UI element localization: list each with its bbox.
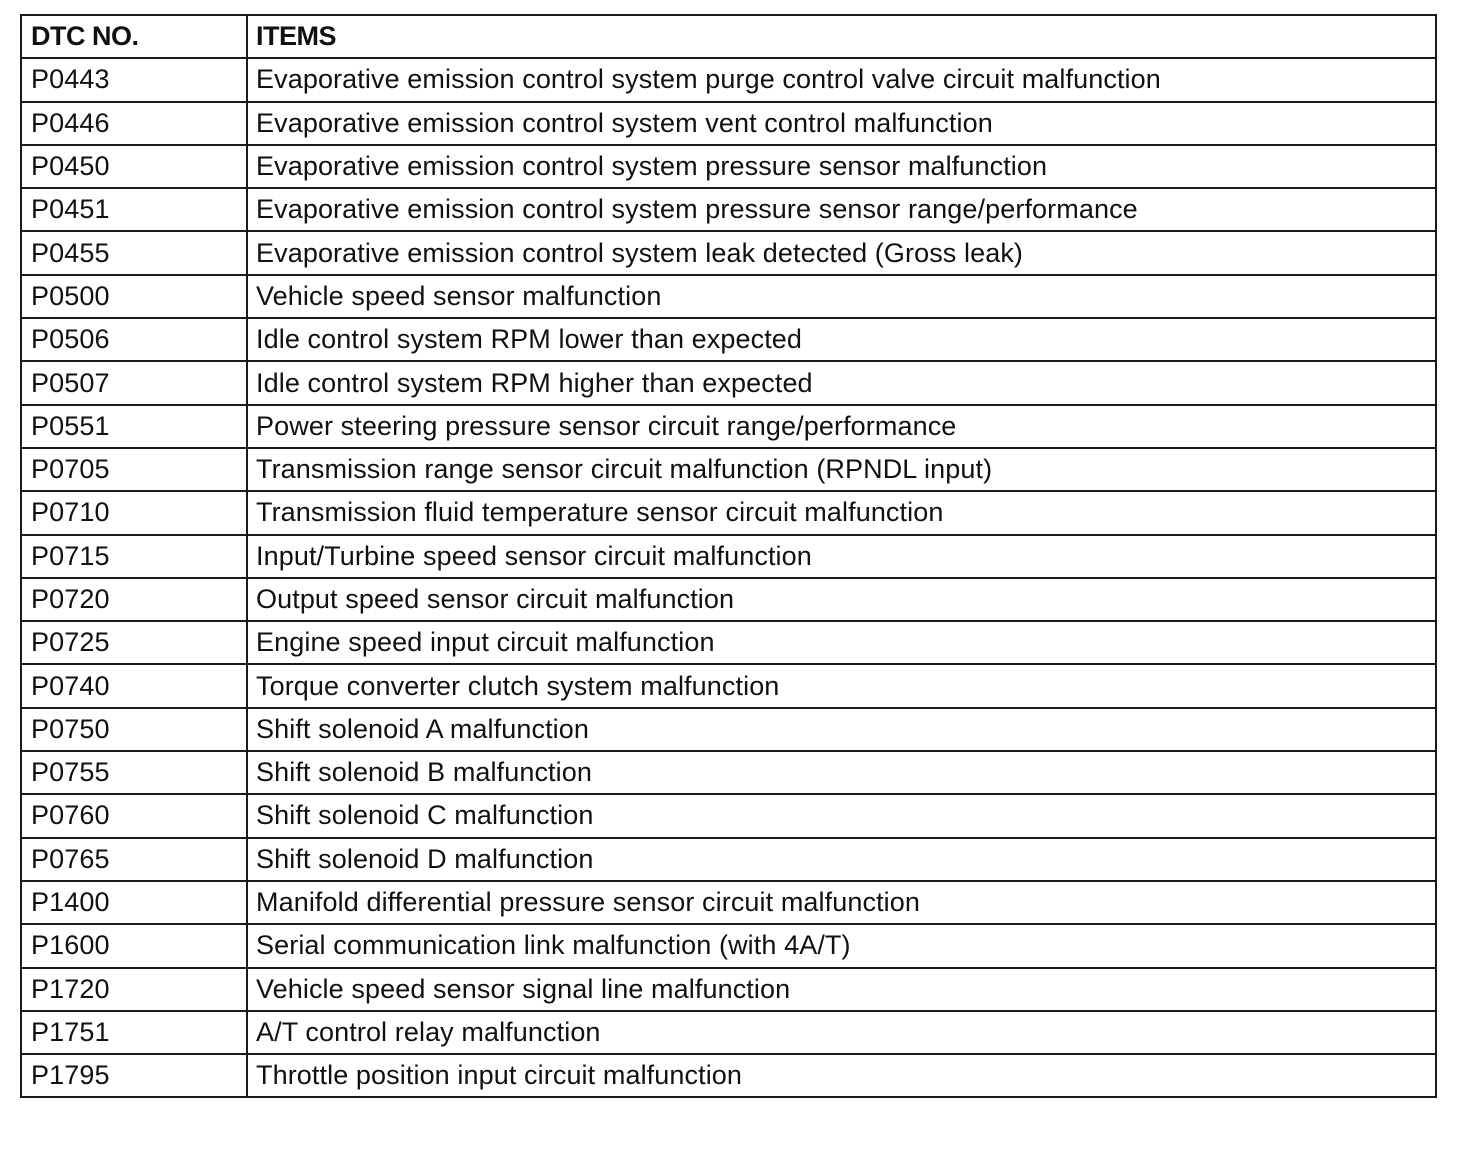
dtc-item-cell: Power steering pressure sensor circuit range/performance: [247, 405, 1436, 448]
table-row: [21, 145, 1436, 188]
dtc-code-cell: P0551: [21, 405, 247, 448]
dtc-code-cell: P0450: [21, 145, 247, 188]
table-row: [21, 188, 1436, 231]
dtc-code-cell: P0506: [21, 318, 247, 361]
dtc-code-cell: P1600: [21, 924, 247, 967]
dtc-item-cell: Idle control system RPM lower than expected: [247, 318, 1436, 361]
dtc-item-cell: Output speed sensor circuit malfunction: [247, 578, 1436, 621]
table-row: [21, 968, 1436, 1011]
dtc-item-cell: Manifold differential pressure sensor circuit malfunction: [247, 881, 1436, 924]
dtc-item-cell: Idle control system RPM higher than expected: [247, 361, 1436, 404]
column-header-dtc-no: DTC NO.: [21, 15, 247, 58]
dtc-item-cell: Evaporative emission control system pressure sensor range/performance: [247, 188, 1436, 231]
dtc-code-cell: P0705: [21, 448, 247, 491]
dtc-code-cell: P0750: [21, 708, 247, 751]
table-row: [21, 318, 1436, 361]
table-row: [21, 102, 1436, 145]
dtc-code-cell: P1720: [21, 968, 247, 1011]
table-row: [21, 751, 1436, 794]
table-row: [21, 361, 1436, 404]
dtc-code-cell: P0765: [21, 838, 247, 881]
dtc-item-cell: Vehicle speed sensor malfunction: [247, 275, 1436, 318]
dtc-item-cell: Throttle position input circuit malfunction: [247, 1054, 1436, 1097]
table-row: [21, 275, 1436, 318]
table-row: [21, 1011, 1436, 1054]
table-row: [21, 491, 1436, 534]
table-row: [21, 1054, 1436, 1097]
table-row: [21, 621, 1436, 664]
table-row: [21, 448, 1436, 491]
dtc-code-cell: P0720: [21, 578, 247, 621]
dtc-item-cell: Evaporative emission control system leak detected (Gross leak): [247, 231, 1436, 274]
dtc-code-cell: P1751: [21, 1011, 247, 1054]
table-row: [21, 578, 1436, 621]
table-row: [21, 838, 1436, 881]
dtc-table: [20, 14, 1437, 1098]
dtc-code-cell: P1795: [21, 1054, 247, 1097]
dtc-item-cell: Shift solenoid C malfunction: [247, 794, 1436, 837]
dtc-code-cell: P0443: [21, 58, 247, 101]
dtc-item-cell: Shift solenoid B malfunction: [247, 751, 1436, 794]
dtc-code-cell: P0715: [21, 535, 247, 578]
dtc-item-cell: Shift solenoid D malfunction: [247, 838, 1436, 881]
table-body: [21, 58, 1436, 1097]
table-header-row: [21, 15, 1436, 58]
dtc-code-cell: P0725: [21, 621, 247, 664]
table-row: [21, 231, 1436, 274]
dtc-item-cell: Evaporative emission control system vent control malfunction: [247, 102, 1436, 145]
table-row: [21, 535, 1436, 578]
dtc-item-cell: Engine speed input circuit malfunction: [247, 621, 1436, 664]
table-row: [21, 708, 1436, 751]
table-row: [21, 58, 1436, 101]
dtc-code-cell: P0500: [21, 275, 247, 318]
table-row: [21, 405, 1436, 448]
dtc-code-cell: P0507: [21, 361, 247, 404]
dtc-item-cell: Transmission fluid temperature sensor circuit malfunction: [247, 491, 1436, 534]
dtc-item-cell: Transmission range sensor circuit malfunction (RPNDL input): [247, 448, 1436, 491]
dtc-item-cell: A/T control relay malfunction: [247, 1011, 1436, 1054]
table-row: [21, 924, 1436, 967]
dtc-code-cell: P0755: [21, 751, 247, 794]
dtc-code-cell: P0451: [21, 188, 247, 231]
dtc-code-cell: P0455: [21, 231, 247, 274]
dtc-code-cell: P0760: [21, 794, 247, 837]
dtc-item-cell: Vehicle speed sensor signal line malfunction: [247, 968, 1436, 1011]
dtc-code-cell: P0740: [21, 664, 247, 707]
dtc-item-cell: Evaporative emission control system pressure sensor malfunction: [247, 145, 1436, 188]
dtc-code-cell: P1400: [21, 881, 247, 924]
dtc-item-cell: Evaporative emission control system purge control valve circuit malfunction: [247, 58, 1436, 101]
dtc-code-cell: P0710: [21, 491, 247, 534]
dtc-code-cell: P0446: [21, 102, 247, 145]
dtc-item-cell: Input/Turbine speed sensor circuit malfunction: [247, 535, 1436, 578]
column-header-items: ITEMS: [247, 15, 1436, 58]
table-row: [21, 664, 1436, 707]
dtc-item-cell: Shift solenoid A malfunction: [247, 708, 1436, 751]
table-row: [21, 881, 1436, 924]
table-row: [21, 794, 1436, 837]
dtc-item-cell: Serial communication link malfunction (with 4A/T): [247, 924, 1436, 967]
dtc-item-cell: Torque converter clutch system malfunction: [247, 664, 1436, 707]
